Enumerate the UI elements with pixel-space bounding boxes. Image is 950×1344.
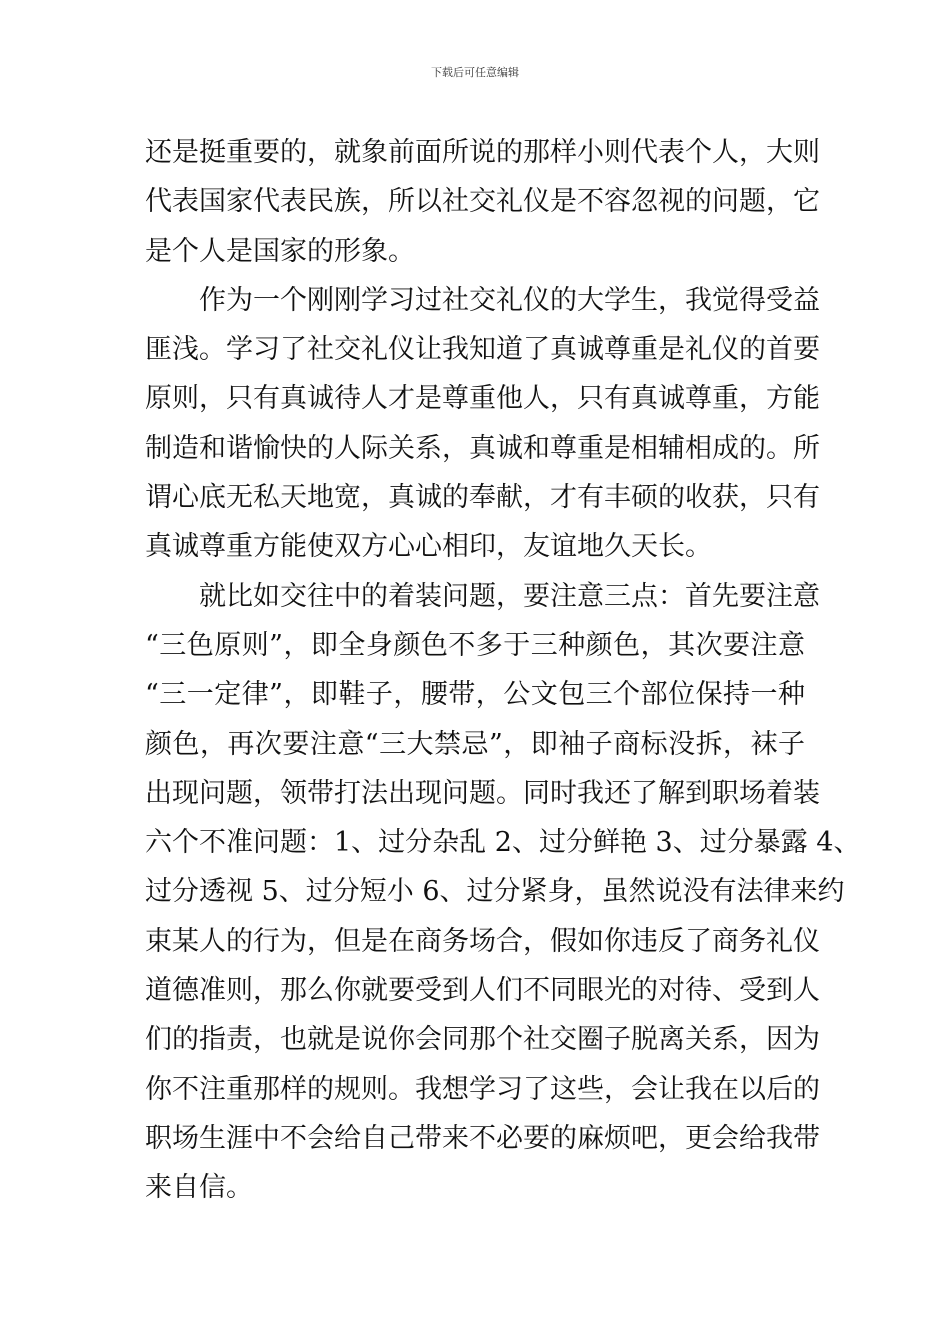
text-line: 代表国家代表民族，所以社交礼仪是不容忽视的问题，它 [145,186,820,218]
text-line: 六个不准问题：1、过分杂乱 2、过分鲜艳 3、过分暴露 4、 [145,827,861,859]
text-line: 职场生涯中不会给自己带来不必要的麻烦吧，更会给我带 [145,1122,820,1154]
text-line: “三一定律”，即鞋子，腰带，公文包三个部位保持一种 [145,679,805,711]
paragraph [145,128,820,276]
text-line: 就比如交往中的着装问题，要注意三点：首先要注意 [199,580,820,612]
text-line: 过分透视 5、过分短小 6、过分紧身，虽然说没有法律来约 [145,876,845,908]
text-line: 来自信。 [145,1172,253,1204]
text-line: 出现问题，领带打法出现问题。同时我还了解到职场着装 [145,777,820,809]
text-line: 制造和谐愉快的人际关系，真诚和尊重是相辅相成的。所 [145,432,820,464]
text-line: 真诚尊重方能使双方心心相印，友谊地久天长。 [145,531,712,563]
text-line: 束某人的行为，但是在商务场合，假如你违反了商务礼仪 [145,925,820,957]
page-header-note: 下载后可任意编辑 [431,66,519,79]
text-line: 道德准则，那么你就要受到人们不同眼光的对待、受到人 [145,975,820,1007]
text-line: 谓心底无私天地宽，真诚的奉献，才有丰硕的收获，只有 [145,482,820,514]
document-body [145,128,861,1213]
text-line: 作为一个刚刚学习过社交礼仪的大学生，我觉得受益 [199,284,820,316]
text-line: 匪浅。学习了社交礼仪让我知道了真诚尊重是礼仪的首要 [145,334,820,366]
text-line: 还是挺重要的，就象前面所说的那样小则代表个人，大则 [145,137,820,168]
text-line: “三色原则”，即全身颜色不多于三种颜色，其次要注意 [145,629,805,661]
text-line: 你不注重那样的规则。我想学习了这些，会让我在以后的 [145,1073,820,1105]
text-line: 们的指责，也就是说你会同那个社交圈子脱离关系，因为 [145,1024,820,1056]
paragraph [145,276,820,572]
text-line: 颜色，再次要注意“三大禁忌”，即袖子商标没拆，袜子 [145,728,805,760]
paragraph [145,572,861,1213]
text-line: 是个人是国家的形象。 [145,235,415,267]
text-line: 原则，只有真诚待人才是尊重他人，只有真诚尊重，方能 [145,383,820,415]
